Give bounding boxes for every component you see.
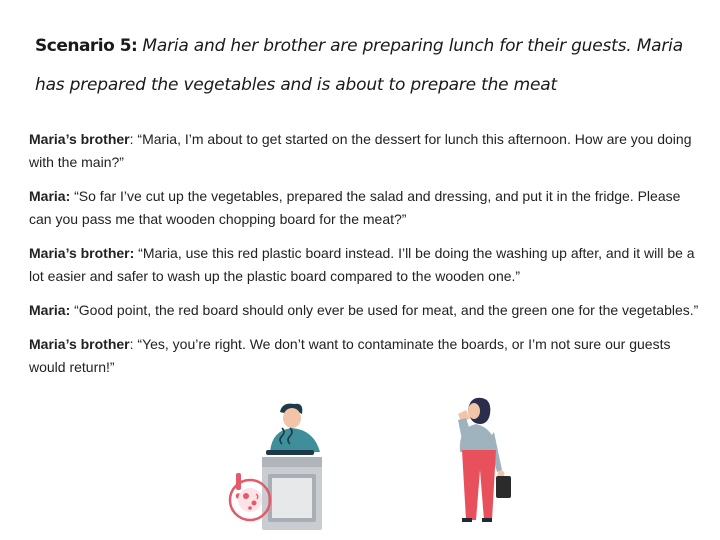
speaker: Maria’s brother bbox=[29, 131, 130, 147]
quote: “Maria, I’m about to get started on the dessert for lunch this afternoon. How are you doing with the main?” bbox=[29, 131, 692, 170]
speaker: Maria: bbox=[29, 188, 71, 204]
woman-illustration bbox=[458, 398, 511, 522]
speaker-separator: : bbox=[129, 336, 138, 352]
speaker: Maria: bbox=[29, 302, 71, 318]
scenario-text: Maria and her brother are preparing lunch for their guests. Maria has prepared the vegetables and is about to prepare the meat bbox=[35, 36, 683, 95]
quote: “Good point, the red board should only ever be used for meat, and the green one for the vegetables.” bbox=[74, 302, 699, 318]
speaker: Maria’s brother: bbox=[29, 245, 135, 261]
speaker: Maria’s brother bbox=[29, 336, 130, 352]
scenario-label: Scenario 5: bbox=[35, 36, 138, 56]
quote: “Maria, use this red plastic board instead. I’ll be doing the washing up after, and it will be a lot easier and safer to wash up the plastic board compared to the wooden one.” bbox=[29, 245, 695, 284]
chef-illustration bbox=[262, 404, 322, 530]
quote: “So far I’ve cut up the vegetables, prepared the salad and dressing, and put it in the fridge. Please can you pass me that wooden chopping board for the meat?” bbox=[29, 188, 681, 227]
quote: “Yes, you’re right. We don’t want to contaminate the boards, or I’m not sure our guests would return!” bbox=[29, 336, 671, 375]
speaker-separator: : bbox=[129, 131, 138, 147]
